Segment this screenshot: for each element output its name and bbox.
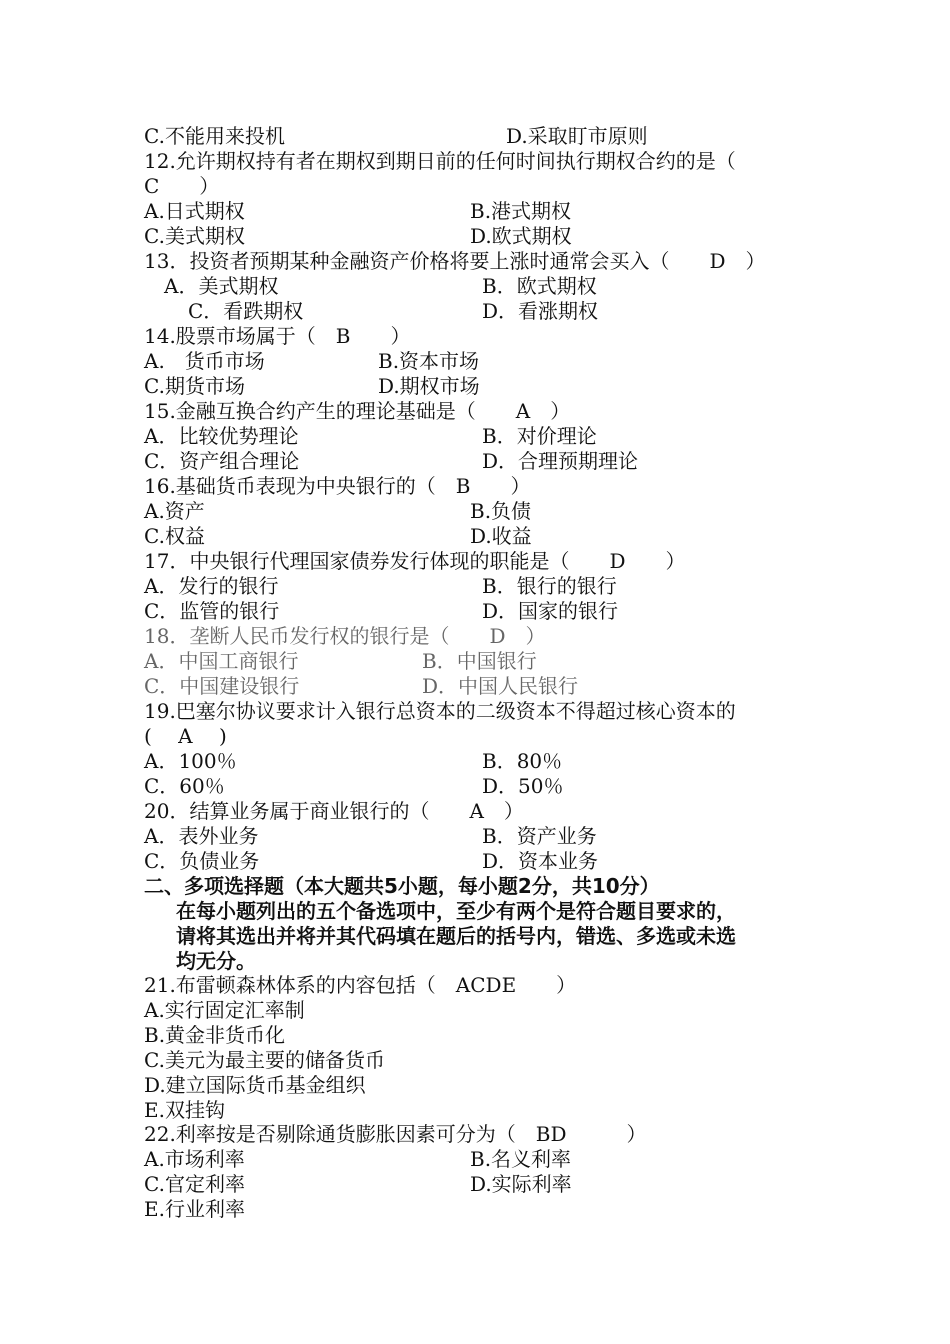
q13-options-cd [144,299,924,324]
option-d: D.采取盯市原则 [506,124,648,148]
q22-option-e: E.行业利率 [144,1197,245,1221]
q12-options-ab [144,199,924,224]
q17-options-ab [144,574,924,599]
q20-options-cd [144,849,924,874]
q21-option-b: B.黄金非货币化 [144,1023,286,1047]
q14-options-ab [144,349,924,374]
option-d: D．50％ [482,774,564,798]
q16-options-ab [144,499,924,524]
option-d: D.欧式期权 [470,224,572,248]
option-c: C．看跌期权 [188,299,304,323]
q22-options-ab [144,1147,924,1172]
option-c: C．监管的银行 [144,599,280,623]
option-b: B．银行的银行 [482,574,617,598]
option-b: B．对价理论 [482,424,597,448]
q17-options-cd [144,599,924,624]
q12-options-cd [144,224,924,249]
option-a: A. 货币市场 [144,349,265,373]
option-c: C.期货市场 [144,374,245,398]
option-d: D.实际利率 [470,1172,572,1196]
option-a: A．比较优势理论 [144,424,299,448]
option-b: B.名义利率 [470,1147,572,1171]
option-d: D．看涨期权 [482,299,599,323]
option-c: C.权益 [144,524,205,548]
option-a: A．中国工商银行 [144,649,299,673]
option-d: D．合理预期理论 [482,449,639,473]
q19-stem: 19.巴塞尔协议要求计入银行总资本的二级资本不得超过核心资本的 [144,699,736,723]
q18-stem: 18．垄断人民币发行权的银行是（ D ） [144,624,546,648]
q12-stem: 12.允许期权持有者在期权到期日前的任何时间执行期权合约的是（ [144,149,736,173]
option-b: B．资产业务 [482,824,597,848]
section-instructions-2: 请将其选出并将并其代码填在题后的括号内，错选、多选或未选 [176,924,736,948]
q14-stem: 14.股票市场属于（ B ） [144,324,411,348]
q21-stem: 21.布雷顿森林体系的内容包括（ ACDE ） [144,973,577,997]
option-b: B.港式期权 [470,199,572,223]
option-a: A.市场利率 [144,1147,245,1171]
option-c: C．资产组合理论 [144,449,300,473]
q19-options-cd [144,774,924,799]
q15-options-ab [144,424,924,449]
q21-option-e: E.双挂钩 [144,1098,225,1122]
option-a: A.日式期权 [144,199,245,223]
option-b: B．中国银行 [422,649,537,673]
q14-options-cd [144,374,924,399]
section-title: 二、多项选择题（本大题共5小题，每小题2分，共10分） [144,874,660,898]
option-b: B.负债 [470,499,532,523]
option-b: B.资本市场 [378,349,480,373]
q11-options-cd [144,124,924,149]
option-b: B．欧式期权 [482,274,597,298]
option-c: C.官定利率 [144,1172,245,1196]
q21-option-c: C.美元为最主要的储备货币 [144,1048,385,1072]
option-c: C.美式期权 [144,224,245,248]
q15-options-cd [144,449,924,474]
q20-stem: 20．结算业务属于商业银行的（ A ） [144,799,524,823]
q20-options-ab [144,824,924,849]
section-instructions-3: 均无分。 [176,949,256,973]
q18-options-cd [144,674,924,699]
q21-option-d: D.建立国际货币基金组织 [144,1073,366,1097]
q21-option-a: A.实行固定汇率制 [144,998,305,1022]
option-c: C．中国建设银行 [144,674,300,698]
q17-stem: 17．中央银行代理国家债券发行体现的职能是（ D ） [144,549,686,573]
option-a: A．100％ [144,749,237,773]
option-d: D．资本业务 [482,849,599,873]
option-c: C.不能用来投机 [144,124,285,148]
q13-options-ab [144,274,924,299]
option-d: D．国家的银行 [482,599,619,623]
option-a: A．发行的银行 [144,574,279,598]
q22-stem: 22.利率按是否剔除通货膨胀因素可分为（ BD ） [144,1122,647,1146]
q16-stem: 16.基础货币表现为中央银行的（ B ） [144,474,531,498]
option-a: A．表外业务 [144,824,259,848]
option-b: B．80％ [482,749,563,773]
option-c: C．负债业务 [144,849,260,873]
q19-answer: ( A ) [144,724,227,748]
option-c: C．60％ [144,774,225,798]
option-d: D.收益 [470,524,532,548]
q12-answer: C ） [144,174,220,198]
option-a: A.资产 [144,499,205,523]
option-d: D．中国人民银行 [422,674,579,698]
q13-stem: 13．投资者预期某种金融资产价格将要上涨时通常会买入（ D ） [144,249,766,273]
q19-options-ab [144,749,924,774]
option-d: D.期权市场 [378,374,480,398]
q22-options-cd [144,1172,924,1197]
q15-stem: 15.金融互换合约产生的理论基础是（ A ） [144,399,571,423]
q16-options-cd [144,524,924,549]
option-a: A．美式期权 [164,274,279,298]
section-instructions-1: 在每小题列出的五个备选项中，至少有两个是符合题目要求的， [176,899,736,923]
q18-options-ab [144,649,924,674]
